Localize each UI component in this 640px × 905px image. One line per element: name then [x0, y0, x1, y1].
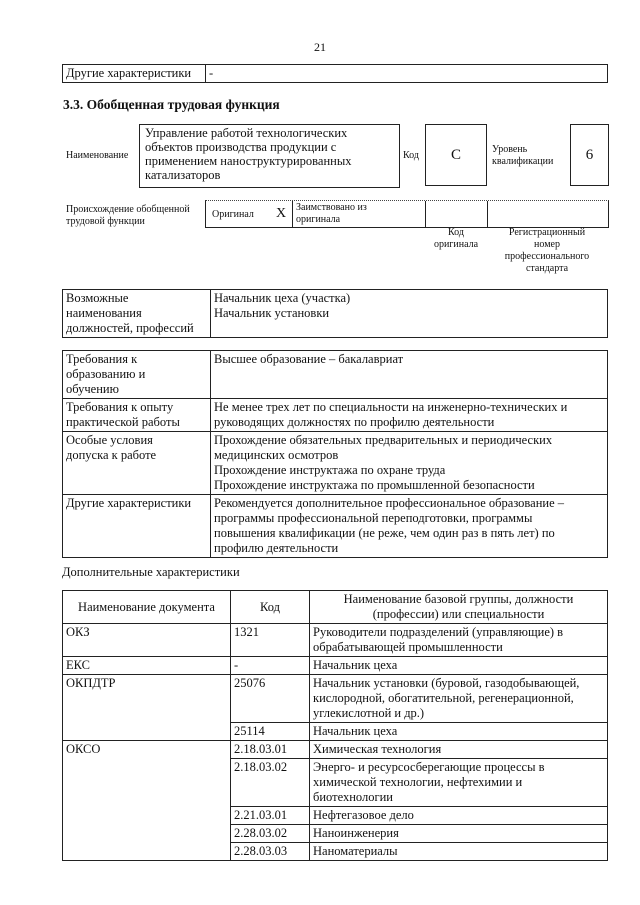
positions-table: [62, 289, 608, 338]
code-original-caption: [425, 227, 487, 251]
reg-number-caption-line: номер: [534, 239, 560, 250]
name-cell-line: Нефтегазовое дело: [313, 808, 414, 822]
requirement-value: [211, 399, 608, 432]
code-cell: 25114: [231, 723, 310, 741]
name-cell: [310, 741, 608, 759]
top-label: Другие характеристики: [63, 65, 206, 83]
requirement-value-line: Прохождение инструктажа по охране труда: [214, 463, 446, 477]
requirement-value-line: повышения квалификации (не реже, чем один раз в пять лет) по: [214, 526, 555, 540]
reg-number-caption-line: стандарта: [525, 263, 569, 274]
requirement-label: [63, 432, 211, 495]
positions-label-line: должностей, профессий: [66, 321, 194, 335]
code-cell: 25076: [231, 675, 310, 723]
name-cell-line: Энерго- и ресурсосберегающие процессы в: [313, 760, 545, 774]
name-cell-line: обрабатывающей промышленности: [313, 640, 503, 654]
reg-number-caption-line: Регистрационный: [508, 227, 586, 238]
reg-number-caption-line: профессионального: [504, 251, 590, 262]
positions-label: [63, 290, 211, 338]
origin-box: [205, 200, 609, 228]
doc-cell: ОКПДТР: [63, 675, 231, 741]
name-cell-line: Наноматериалы: [313, 844, 398, 858]
section-title: 3.3. Обобщенная трудовая функция: [63, 97, 280, 112]
reg-number-caption: [492, 227, 602, 275]
code-cell: 2.28.03.02: [231, 825, 310, 843]
top-value: -: [206, 65, 608, 83]
name-cell-line: Начальник установки (буровой, газодобывающей,: [313, 676, 580, 690]
requirement-label-line: практической работы: [66, 415, 180, 429]
code-cell: 1321: [231, 624, 310, 657]
name-cell: [310, 843, 608, 861]
level-label-line: квалификации: [492, 156, 554, 167]
name-cell: [310, 624, 608, 657]
name-cell-line: Наноинженерия: [313, 826, 399, 840]
name-cell-line: биотехнологии: [313, 790, 393, 804]
header-name-line: (профессии) или специальности: [372, 607, 545, 621]
requirement-value-line: Рекомендуется дополнительное профессиональное образование –: [214, 496, 565, 510]
code-cell: 2.18.03.01: [231, 741, 310, 759]
doc-cell: ЕКС: [63, 657, 231, 675]
name-cell: [310, 807, 608, 825]
level-label-line: Уровень: [492, 144, 528, 155]
positions-value: [211, 290, 608, 338]
requirement-label: [63, 399, 211, 432]
name-label: Наименование: [66, 150, 129, 161]
positions-value-line: Начальник установки: [214, 306, 330, 320]
header-doc: Наименование документа: [63, 591, 231, 624]
borrowed-line: Заимствовано из: [296, 202, 367, 213]
borrowed-line: оригинала: [296, 214, 341, 225]
positions-value-line: Начальник цеха (участка): [214, 291, 351, 305]
level-label: [492, 144, 553, 168]
code-cell: 2.28.03.03: [231, 843, 310, 861]
code-cell: 2.18.03.02: [231, 759, 310, 807]
requirement-value: [211, 432, 608, 495]
name-cell-line: химической технологии, нефтехимии и: [313, 775, 523, 789]
name-cell: [310, 657, 608, 675]
origin-label-line: Происхождение обобщенной: [66, 204, 190, 215]
doc-cell: ОКЗ: [63, 624, 231, 657]
name-value-box: [139, 124, 400, 188]
positions-label-line: наименования: [66, 306, 142, 320]
name-cell-line: Руководители подразделений (управляющие) в: [313, 625, 564, 639]
name-cell-line: Начальник цеха: [313, 658, 398, 672]
requirement-label-line: образованию и: [66, 367, 146, 381]
requirement-value-line: Высшее образование – бакалавриат: [214, 352, 404, 366]
name-line: катализаторов: [145, 168, 221, 182]
name-cell-line: кислородной, обогатительной, регенерационной,: [313, 691, 574, 705]
divider: [425, 201, 426, 227]
positions-label-line: Возможные: [66, 291, 129, 305]
doc-cell: ОКСО: [63, 741, 231, 861]
divider: [487, 201, 488, 227]
requirement-value-line: Не менее трех лет по специальности на инженерно-технических и: [214, 400, 568, 414]
requirement-label: [63, 495, 211, 558]
name-cell: [310, 675, 608, 723]
requirement-value: [211, 351, 608, 399]
name-cell: [310, 825, 608, 843]
borrowed-label: [296, 202, 367, 226]
code-original-caption-line: оригинала: [433, 239, 479, 250]
original-mark: X: [276, 206, 287, 221]
name-cell: [310, 759, 608, 807]
extra-characteristics-table: [62, 590, 608, 861]
code-value-box: [425, 124, 487, 186]
requirement-value: [211, 495, 608, 558]
name-line: объектов производства продукции с: [145, 140, 337, 154]
name-cell-line: Начальник цеха: [313, 724, 398, 738]
header-code: Код: [231, 591, 310, 624]
page-number: 21: [314, 40, 326, 54]
name-line: применением наноструктурированных: [145, 154, 352, 168]
divider: [292, 201, 293, 227]
origin-label: [66, 204, 190, 228]
code-cell: -: [231, 657, 310, 675]
code-original-caption-line: Код: [448, 227, 464, 238]
origin-label-line: трудовой функции: [66, 216, 145, 227]
name-cell-line: углекислотной и др.): [313, 706, 425, 720]
name-cell: [310, 723, 608, 741]
top-other-characteristics-table: [62, 64, 608, 83]
name-cell-line: Химическая технология: [313, 742, 442, 756]
header-name-line: Наименование базовой группы, должности: [343, 592, 574, 606]
code-value: C: [450, 146, 461, 163]
requirement-label-line: обучению: [66, 382, 119, 396]
requirement-value-line: Прохождение инструктажа по промышленной безопасности: [214, 478, 535, 492]
requirements-table: [62, 350, 608, 558]
requirement-label-line: Требования к опыту: [66, 400, 174, 414]
requirement-value-line: руководящих должностях по профилю деятельности: [214, 415, 495, 429]
requirement-value-line: медицинских осмотров: [214, 448, 339, 462]
requirement-label-line: Другие характеристики: [66, 496, 192, 510]
requirement-value-line: Прохождение обязательных предварительных и периодических: [214, 433, 553, 447]
level-value: 6: [585, 146, 594, 163]
requirement-value-line: профилю деятельности: [214, 541, 339, 555]
original-label: Оригинал: [212, 209, 254, 220]
requirement-label-line: Особые условия: [66, 433, 153, 447]
level-value-box: [570, 124, 609, 186]
code-label: Код: [403, 150, 419, 161]
code-cell: 2.21.03.01: [231, 807, 310, 825]
extra-characteristics-title: Дополнительные характеристики: [62, 565, 240, 579]
header-name: [310, 591, 608, 624]
requirement-label-line: Требования к: [66, 352, 138, 366]
requirement-label: [63, 351, 211, 399]
requirement-label-line: допуска к работе: [66, 448, 157, 462]
requirement-value-line: программы профессиональной переподготовки, программы: [214, 511, 533, 525]
name-line: Управление работой технологических: [145, 126, 348, 140]
